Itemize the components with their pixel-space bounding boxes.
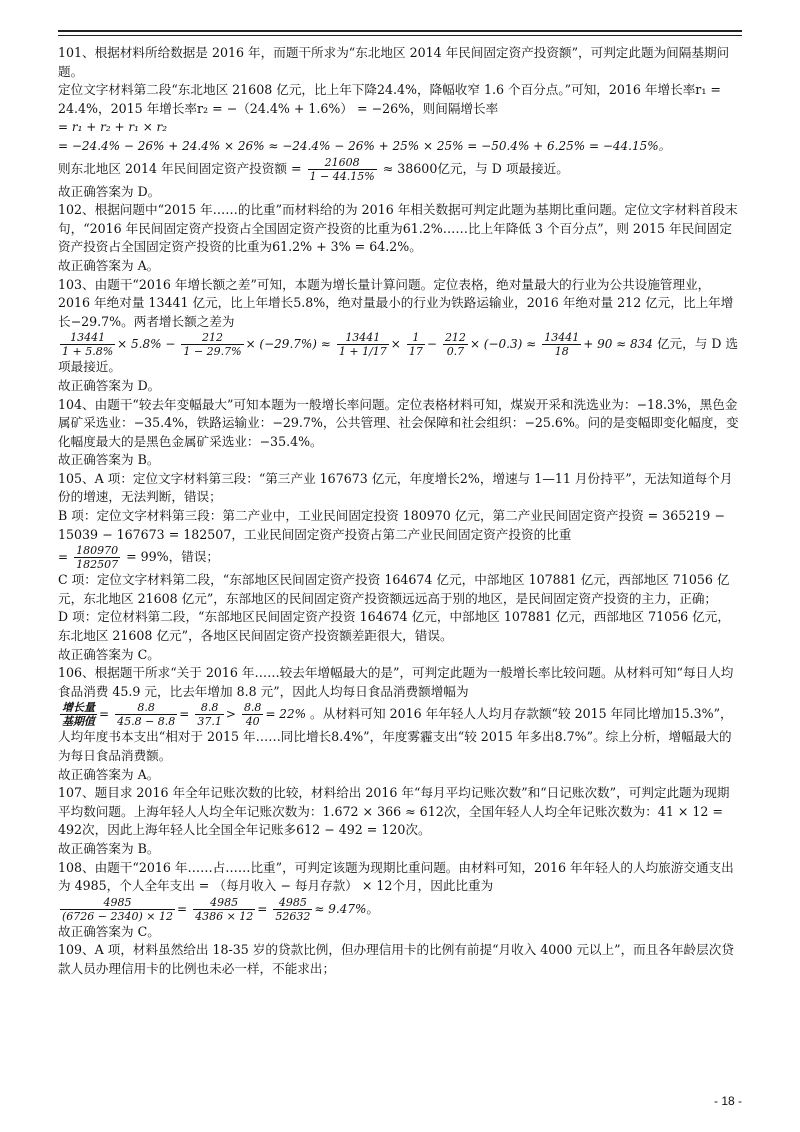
q103-body: 103、由题干“2016 年增长额之差”可知，本题为增长量计算问题。定位表格，绝对量最大的行业为公共设施管理业，2016 年绝对量 13441 亿元，比上年增长5.8%，绝对量最小的行业为铁路运输业，2016 年绝对量 212 亿元，比上年增长−29.7%。两者增长额之差为 — [58, 276, 734, 329]
q104-body: 104、由题干“较去年变幅最大”可知本题为一般增长率问题。定位表格材料可知，煤炭开采和洗选业为：−18.3%，黑色金属矿采选业：−35.4%，铁路运输业：−29.7%，公共管理、社会保障和社会组织：−25.6%。问的是变幅即变化幅度，变化幅度最大的是黑色金属矿采选业：−35.4%。 — [58, 396, 739, 449]
header-rule-thick — [58, 30, 742, 32]
document-body — [58, 44, 742, 979]
q103-frac-5: $\frac{212}{0.7}$ — [444, 331, 466, 359]
q106-body: 106、根据题干所求“关于 2016 年……较去年增幅最大的是”，可判定此题为一般增长率比较问题。从材料可知“每日人均食品消费 45.9 元，比去年增加 8.8 元”，因此人均每日食品消费额增幅为 — [58, 665, 734, 699]
q108-answer: 故正确答案为 C。 — [58, 923, 160, 939]
q106-answer: 故正确答案为 A。 — [58, 766, 160, 782]
q107-body: 107、题目求 2016 年全年记账次数的比较，材料给出 2016 年“每月平均记账次数”和“日记账次数”，可判定此题为现期平均数问题。上海年轻人人均全年记账次数为：1.672 × 366 ≈ 612次，全国年轻人人均全年记账次数为：41 × 12 = 492次，因此上海年轻人比全国全年记账多612 − 492 = 120次。 — [58, 785, 730, 838]
q106-equation: $\frac{\text{增长量}}{\text{基期值}}$ = $\frac{8.8}{45.8 - 8.8}$ = $\frac{8.8}{37.1}$ > $\frac{8.8}{40}$ = 22% 。从材料可知 2016 年年轻人人均月存款额“较 2015 年同比增加15.3%”， — [62, 701, 733, 729]
q106-frac-2: $\frac{8.8}{45.8 - 8.8}$ — [117, 701, 176, 729]
q108-frac-2: $\frac{4985}{4386 \times 12}$ — [195, 895, 254, 923]
q101-result: 则东北地区 2014 年民间固定资产投资额 = $\frac{21608}{1 - 44.15\%}$ ≈ 38600亿元，与 D 项最接近。 — [58, 155, 569, 183]
q106-frac-1: $\frac{\text{增长量}}{\text{基期值}}$ — [62, 701, 95, 729]
q108-frac-1: $\frac{4985}{(6726 - 2340) \times 12}$ — [62, 895, 173, 923]
header-rule-thin — [58, 35, 742, 36]
q108-equation: $\frac{4985}{(6726 - 2340) \times 12}$ = $\frac{4985}{4386 \times 12}$ = $\frac{4985}{52632}$ ≈ 9.47%。 — [62, 895, 379, 923]
q108-body: 108、由题干“2016 年……占……比重”，可判定该题为现期比重问题。由材料可知，2016 年年轻人的人均旅游交通支出为 4985，个人全年支出 = （每月收入 − 每月存款） × 12个月，因此比重为 — [58, 859, 734, 894]
q108-frac-3: $\frac{4985}{52632}$ — [275, 895, 311, 923]
q107-answer: 故正确答案为 B。 — [58, 840, 160, 856]
q101-locate: 定位文字材料第二段“东北地区 21608 亿元，比上年下降24.4%，降幅收窄 1.6 个百分点。”可知，2016 年增长率r₁ = 24.4%，2015 年增长率r₂ = −（24.4% + 1.6%） = −26%，则间隔增长率 — [58, 82, 721, 116]
q105-option-c: C 项：定位文字材料第二段，“东部地区民间固定资产投资 164674 亿元，中部地区 107881 亿元，西部地区 71056 亿元，东北地区 21608 亿元”，东部地区的民间固定资产投资额远远高于别的地区，是民间固定资产投资的主力，正确； — [58, 572, 730, 606]
q103-answer: 故正确答案为 D。 — [58, 377, 161, 393]
q101-calc: = −24.4% − 26% + 24.4% × 26% ≈ −24.4% − 26% + 25% × 25% = −50.4% + 6.25% = −44.15%。 — [58, 138, 671, 153]
q105-option-a: 105、A 项：定位文字材料第三段：“第三产业 167673 亿元，年度增长2%，增速与 1—11 月份持平”，无法知道每个月份的增速，无法判断，错误； — [58, 470, 733, 505]
q101-fraction: $\frac{21608}{1 - 44.15\%}$ — [309, 155, 375, 183]
q103-frac-3: $\frac{13441}{1 + 1/17}$ — [338, 331, 387, 359]
q103-frac-2: $\frac{212}{1 - 29.7\%}$ — [183, 331, 242, 359]
q104-answer: 故正确答案为 B。 — [58, 452, 160, 468]
q103-equation: $\frac{13441}{1 + 5.8\%}$ × 5.8% − $\frac{212}{1 - 29.7\%}$ × (−29.7%) ≈ $\frac{13441}{1 + 1/17}$ × $\frac{1}{17}$ − $\frac{212}{0.7}$ × (−0.3) ≈ $\frac{13441}{18}$ + 90 ≈ 834 亿元，与 D 选项最接近。 — [58, 331, 739, 375]
q106-body-2: 人均年度书本支出“相对于 2015 年……同比增长8.4%”，年度雾霾支出“较 2015 年多出8.7%”。综上分析，增幅最大的为每日食品消费额。 — [58, 729, 732, 763]
page-number: - 18 - — [713, 1094, 742, 1108]
q105-ratio: = $\frac{180970}{182507}$ = 99%，错误； — [58, 544, 220, 572]
q103-frac-1: $\frac{13441}{1 + 5.8\%}$ — [62, 331, 114, 359]
q103-frac-6: $\frac{13441}{18}$ — [544, 331, 580, 359]
q101-formula: = r₁ + r₂ + r₁ × r₂ — [58, 120, 168, 135]
q106-frac-3: $\frac{8.8}{37.1}$ — [197, 701, 222, 729]
q101-answer: 故正确答案为 D。 — [58, 183, 161, 199]
q106-frac-4: $\frac{8.8}{40}$ — [243, 701, 262, 729]
q102-body: 102、根据问题中“2015 年……的比重”而材料给的为 2016 年相关数据可判定此题为基期比重问题。定位文字材料首段末句，“2016 年民间固定资产投资占全国固定资产投资的比重为61.2%……比上年降低 3 个百分点”，则 2015 年民间固定资产投资占全国固定资产投资的比重为61.2% + 3% = 64.2%。 — [58, 202, 738, 255]
q103-frac-4: $\frac{1}{17}$ — [408, 331, 423, 359]
q102-answer: 故正确答案为 A。 — [58, 257, 160, 273]
q105-option-b: B 项：定位文字材料第三段：第二产业中，工业民间固定投资 180970 亿元，第二产业民间固定资产投资 = 365219 − 15039 − 167673 = 182507，工业民间固定资产投资占第二产业民间固定资产投资的比重 — [58, 508, 725, 542]
q105-answer: 故正确答案为 C。 — [58, 646, 160, 662]
q101-intro: 101、根据材料所给数据是 2016 年，而题干所求为“东北地区 2014 年民间固定资产投资额”，可判定此题为间隔基期问题。 — [58, 45, 730, 79]
q105-fraction: $\frac{180970}{182507}$ — [76, 544, 119, 572]
q109-option-a: 109、A 项，材料虽然给出 18-35 岁的贷款比例，但办理信用卡的比例有前提“月收入 4000 元以上”，而且各年龄层次贷款人员办理信用卡的比例也未必一样，不能求出； — [58, 942, 734, 976]
q105-option-d: D 项：定位材料第二段，“东部地区民间固定资产投资 164674 亿元，中部地区 107881 亿元，西部地区 71056 亿元，东北地区 21608 亿元”，各地区民间固定资产投资额差距很大，错误。 — [58, 609, 730, 644]
